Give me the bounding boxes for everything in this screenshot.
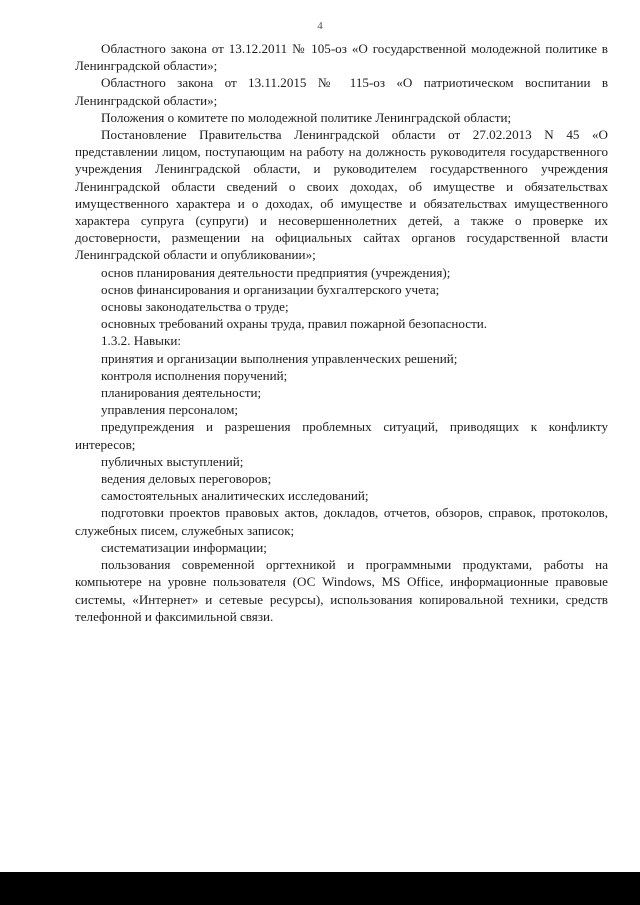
list-item: основ планирования деятельности предприятия (учреждения);	[101, 264, 451, 280]
paragraph: Постановление Правительства Ленинградской области от 27.02.2013 N 45 «О представлении лицом, поступающим на работу на должность руководителя государственного учреждения Ленинградской области, и руководителем государственного учреждения Ленинградской области сведений о своих доходах, об имуществе и обязательствах имущественного характера и о доходах, об имуществе и обязательствах имущественного характера супруга (супруги) и несовершеннолетних детей, а также о проверке их достоверности, размещении на официальных сайтах органов государственной власти Ленинградской области и опубликовании»;	[75, 127, 608, 263]
paragraph: Областного закона от 13.12.2011 № 105-оз «О государственной молодежной политике в Ленинградской области»;	[75, 41, 608, 74]
paragraph: Положения о комитете по молодежной политике Ленинградской области;	[101, 109, 512, 125]
list-item: подготовки проектов правовых актов, докладов, отчетов, обзоров, справок, протоколов, служебных писем, служебных записок;	[75, 505, 608, 538]
document-body	[75, 40, 608, 625]
list-item: контроля исполнения поручений;	[101, 367, 288, 383]
list-item: самостоятельных аналитических исследований;	[101, 488, 369, 504]
list-item: систематизации информации;	[101, 539, 267, 555]
list-item: публичных выступлений;	[101, 453, 244, 469]
list-item: ведения деловых переговоров;	[101, 471, 272, 487]
list-item: принятия и организации выполнения управленческих решений;	[101, 350, 458, 366]
list-item: планирования деятельности;	[101, 385, 262, 401]
page-number: 4	[317, 20, 323, 32]
list-item: пользования современной оргтехникой и программными продуктами, работы на компьютере на уровне пользователя (ОС Windows, MS Office, информационные правовые системы, «Интернет» и сетевые ресурсы), использования копировальной техники, средств телефонной и факсимильной связи.	[75, 557, 608, 624]
scan-bottom-border	[0, 872, 640, 905]
list-item: основ финансирования и организации бухгалтерского учета;	[101, 281, 440, 297]
list-item: основы законодательства о труде;	[101, 299, 289, 315]
list-item: управления персоналом;	[101, 402, 238, 418]
paragraph: Областного закона от 13.11.2015 № 115-оз «О патриотическом воспитании в Ленинградской области»;	[75, 75, 608, 108]
list-item: основных требований охраны труда, правил пожарной безопасности.	[101, 316, 488, 332]
list-item: предупреждения и разрешения проблемных ситуаций, приводящих к конфликту интересов;	[75, 419, 608, 452]
section-heading: 1.3.2. Навыки:	[101, 333, 181, 349]
